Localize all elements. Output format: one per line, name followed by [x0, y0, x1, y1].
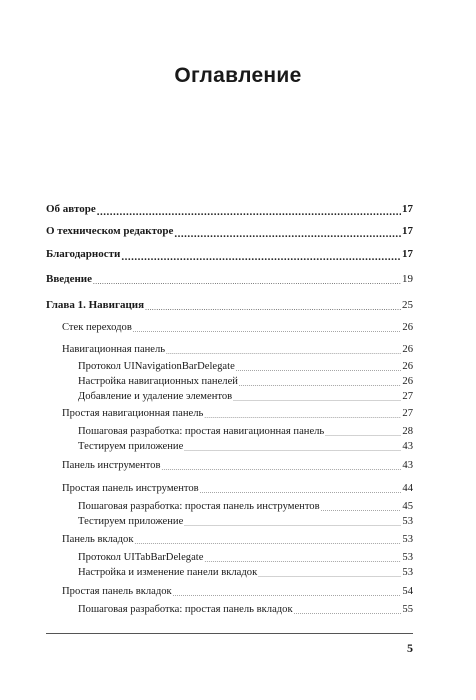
- toc-entry-about-author[interactable]: [46, 203, 413, 219]
- toc-entry-label: Панель инструментов: [62, 460, 161, 471]
- toc-entry-page: 55: [402, 604, 413, 615]
- dot-leader: [97, 205, 401, 219]
- dot-leader: [325, 428, 401, 442]
- toc-entry-page: 43: [402, 460, 413, 471]
- toc-entry[interactable]: [78, 552, 413, 568]
- toc-entry-label: Благодарности: [46, 248, 121, 260]
- toc-entry-introduction[interactable]: [46, 273, 413, 289]
- toc-entry[interactable]: [78, 567, 413, 583]
- toc-entry-label: Протокол UITabBarDelegate: [78, 552, 204, 563]
- dot-leader: [258, 569, 401, 583]
- toc-entry[interactable]: [78, 426, 413, 442]
- toc-entry-page: 27: [402, 408, 413, 419]
- toc-entry-label: Простая панель инструментов: [62, 483, 199, 494]
- toc-entry[interactable]: [62, 483, 413, 499]
- toc-entry-page: 17: [402, 225, 413, 237]
- toc-entry[interactable]: [62, 534, 413, 550]
- toc-entry-label: О техническом редакторе: [46, 225, 174, 237]
- toc-entry[interactable]: [78, 376, 413, 392]
- toc-entry-label: Пошаговая разработка: простая панель инструментов: [78, 501, 320, 512]
- footer-divider: [46, 633, 413, 634]
- toc-entry-label: Тестируем приложение: [78, 516, 184, 527]
- toc-entry-page: 26: [402, 361, 413, 372]
- toc-entry[interactable]: [78, 604, 413, 620]
- toc-entry-page: 53: [402, 534, 413, 545]
- dot-leader: [204, 410, 401, 424]
- toc-entry-label: Настройка и изменение панели вкладок: [78, 567, 258, 578]
- dot-leader: [321, 503, 402, 517]
- toc-entry-page: 27: [402, 391, 413, 402]
- toc-entry-label: Пошаговая разработка: простая навигационная панель: [78, 426, 325, 437]
- toc-entry-page: 53: [402, 552, 413, 563]
- dot-leader: [173, 588, 402, 602]
- toc-entry-page: 26: [402, 376, 413, 387]
- toc-entry-label: Простая панель вкладок: [62, 586, 172, 597]
- toc-entry[interactable]: [78, 391, 413, 407]
- dot-leader: [134, 536, 401, 550]
- dot-leader: [184, 518, 401, 532]
- dot-leader: [93, 275, 401, 289]
- toc-entry-page: 53: [402, 567, 413, 578]
- toc-entry[interactable]: [62, 460, 413, 476]
- toc-entry-chapter-1[interactable]: [46, 299, 413, 315]
- page-number: 5: [407, 641, 413, 655]
- toc-entry[interactable]: [62, 322, 413, 338]
- dot-leader: [145, 301, 401, 315]
- toc-entry-page: 54: [402, 586, 413, 597]
- toc-entry-label: Навигационная панель: [62, 344, 166, 355]
- toc-entry-label: Тестируем приложение: [78, 441, 184, 452]
- toc-entry-label: Введение: [46, 273, 93, 285]
- toc-entry-tech-editor[interactable]: [46, 225, 413, 241]
- toc-entry-page: 28: [402, 426, 413, 437]
- toc-entry-page: 25: [402, 299, 413, 311]
- toc-entry-page: 44: [402, 483, 413, 494]
- toc-entry[interactable]: [62, 586, 413, 602]
- toc-entry[interactable]: [62, 344, 413, 360]
- toc-entry[interactable]: [78, 501, 413, 517]
- dot-leader: [200, 485, 402, 499]
- toc-entry-page: 43: [402, 441, 413, 452]
- dot-leader: [294, 606, 402, 620]
- toc-entry-acknowledgements[interactable]: [46, 248, 413, 264]
- dot-leader: [133, 324, 402, 338]
- toc-entry-page: 45: [402, 501, 413, 512]
- dot-leader: [239, 378, 401, 392]
- toc-entry-label: Добавление и удаление элементов: [78, 391, 233, 402]
- toc-entry-label: Панель вкладок: [62, 534, 134, 545]
- toc-entry-label: Протокол UINavigationBarDelegate: [78, 361, 235, 372]
- toc-entry-page: 19: [402, 273, 413, 285]
- toc-entry-page: 17: [402, 203, 413, 215]
- toc-entry-label: Глава 1. Навигация: [46, 299, 145, 311]
- page-title: Оглавление: [174, 64, 302, 87]
- dot-leader: [174, 227, 401, 241]
- toc-entry[interactable]: [62, 408, 413, 424]
- dot-leader: [166, 346, 401, 360]
- toc-entry-label: Пошаговая разработка: простая панель вкладок: [78, 604, 293, 615]
- dot-leader: [121, 250, 401, 264]
- dot-leader: [233, 393, 401, 407]
- toc-entry[interactable]: [78, 441, 413, 457]
- dot-leader: [184, 443, 401, 457]
- toc-entry-label: Простая навигационная панель: [62, 408, 204, 419]
- toc-entry[interactable]: [78, 516, 413, 532]
- dot-leader: [204, 554, 401, 568]
- toc-entry-page: 53: [402, 516, 413, 527]
- toc-entry-label: Об авторе: [46, 203, 96, 215]
- toc-entry-label: Стек переходов: [62, 322, 132, 333]
- toc-entry-label: Настройка навигационных панелей: [78, 376, 238, 387]
- toc-entry-page: 17: [402, 248, 413, 260]
- toc-entry-page: 26: [402, 344, 413, 355]
- dot-leader: [236, 363, 402, 377]
- dot-leader: [161, 462, 401, 476]
- toc-entry-page: 26: [402, 322, 413, 333]
- toc-entry[interactable]: [78, 361, 413, 377]
